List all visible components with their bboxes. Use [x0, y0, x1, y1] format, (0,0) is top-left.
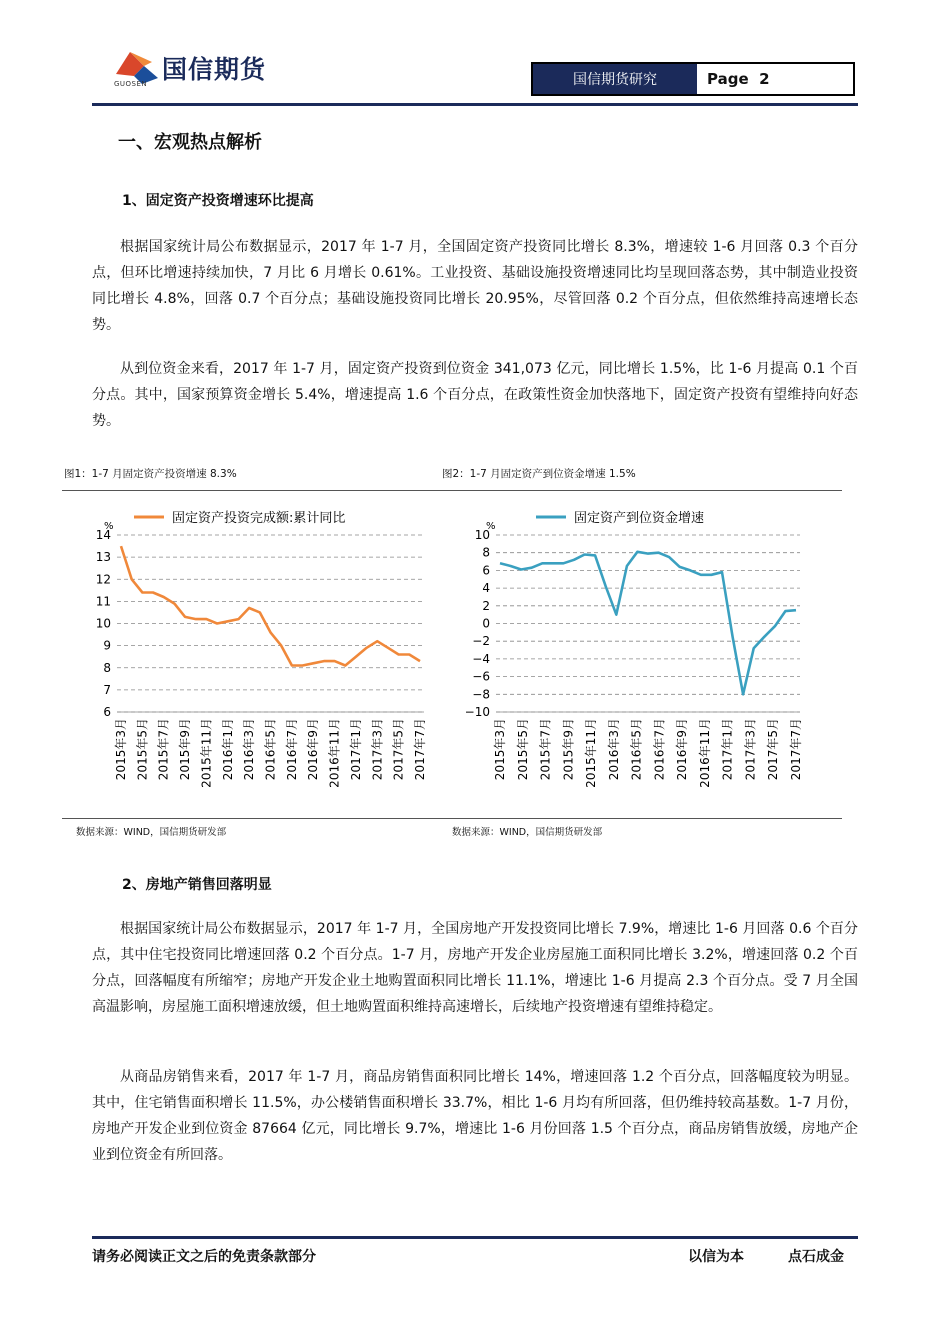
y-tick-label: −8	[472, 687, 490, 702]
y-tick-label: 6	[103, 705, 111, 719]
y-tick-label: 7	[103, 682, 111, 697]
legend-label: 固定资产到位资金增速	[574, 511, 705, 526]
page-indicator	[697, 64, 853, 94]
legend-label: 固定资产投资完成额:累计同比	[172, 511, 346, 526]
figure-2-caption: 图2：1-7 月固定资产到位资金增速 1.5%	[442, 468, 636, 480]
chart-fixed-asset-funding	[440, 495, 820, 815]
subsection-1-title: 1、固定资产投资增速环比提高	[122, 193, 314, 209]
x-tick-label: 2015年3月	[493, 718, 507, 781]
page-label: Page	[707, 70, 749, 88]
y-tick-label: 6	[482, 563, 490, 578]
x-tick-label: 2016年9月	[675, 718, 690, 781]
x-tick-label: 2016年3月	[606, 718, 621, 781]
header-section: 国信期货研究	[533, 64, 697, 94]
y-tick-label: 2	[482, 598, 490, 613]
figure-2-source: 数据来源：WIND，国信期货研发部	[452, 827, 603, 838]
y-tick-label: −2	[472, 634, 490, 649]
y-tick-label: −6	[472, 669, 490, 684]
footer-motto-1: 以信为本	[688, 1249, 744, 1265]
x-tick-label: 2016年7月	[652, 718, 667, 781]
y-tick-label: 0	[482, 616, 490, 631]
header-box	[531, 62, 855, 96]
footer-rule	[92, 1236, 858, 1239]
x-tick-label: 2017年3月	[743, 718, 758, 781]
subsection-2-title: 2、房地产销售回落明显	[122, 877, 272, 893]
x-tick-label: 2016年5月	[629, 718, 644, 781]
x-tick-label: 2017年7月	[789, 718, 803, 781]
x-tick-label: 2017年7月	[413, 718, 427, 781]
x-tick-label: 2017年5月	[766, 718, 781, 781]
x-tick-label: 2015年9月	[561, 718, 576, 781]
footer-motto-2: 点石成金	[788, 1249, 844, 1265]
figure-1-source: 数据来源：WIND，国信期货研发部	[76, 827, 227, 838]
x-tick-label: 2015年5月	[135, 718, 150, 781]
subsection-1-para-2: 从到位资金来看，2017 年 1-7 月，固定资产投资到位资金 341,073 亿元，同比增长 1.5%，比 1-6 月提高 0.1 个百分点。其中，国家预算资金增长 5.4%，增速提高 1.6 个百分点，在政策性资金加快落地下，固定资产投资有望维持向好态势。	[92, 361, 858, 429]
y-unit-label: %	[486, 521, 496, 532]
section-heading: 一、宏观热点解析	[118, 132, 262, 153]
x-tick-label: 2015年11月	[584, 718, 599, 788]
y-tick-label: 8	[103, 660, 111, 675]
y-tick-label: −10	[464, 705, 490, 719]
y-unit-label: %	[104, 521, 114, 532]
x-tick-label: 2016年9月	[306, 718, 321, 781]
y-tick-label: 9	[103, 638, 111, 653]
source-rule	[62, 818, 842, 819]
x-tick-label: 2017年1月	[348, 718, 363, 781]
figure-1-caption: 图1：1-7 月固定资产投资增速 8.3%	[64, 468, 237, 480]
x-tick-label: 2015年9月	[178, 718, 193, 781]
y-tick-label: 10	[474, 528, 490, 542]
x-tick-label: 2015年11月	[199, 718, 214, 788]
x-tick-label: 2016年3月	[242, 718, 257, 781]
x-tick-label: 2017年3月	[370, 718, 385, 781]
x-tick-label: 2016年5月	[263, 718, 278, 781]
x-tick-label: 2015年7月	[538, 718, 553, 781]
x-tick-label: 2017年1月	[720, 718, 735, 781]
y-tick-label: 4	[482, 581, 490, 596]
brand-name: 国信期货	[162, 55, 267, 84]
series-line	[500, 552, 796, 695]
y-tick-label: 11	[95, 594, 111, 609]
x-tick-label: 2017年5月	[391, 718, 406, 781]
y-tick-label: 14	[95, 528, 111, 542]
x-tick-label: 2015年5月	[515, 718, 530, 781]
x-tick-label: 2016年11月	[697, 718, 712, 788]
y-tick-label: 8	[482, 545, 490, 560]
x-tick-label: 2016年1月	[220, 718, 235, 781]
brand-name-en: GUOSEN	[114, 80, 148, 88]
subsection-1-para-1: 根据国家统计局公布数据显示，2017 年 1-7 月，全国固定资产投资同比增长 8.3%，增速较 1-6 月回落 0.3 个百分点，但环比增速持续加快，7 月比 6 月增长 0.61%。工业投资、基础设施投资增速同比均呈现回落态势，其中制造业投资同比增长 4.8%，回落 0.7 个百分点；基础设施投资同比增长 20.95%，尽管回落 0.2 个百分点，但依然维持高速增长态势。	[92, 239, 858, 333]
x-tick-label: 2015年7月	[156, 718, 171, 781]
x-tick-label: 2015年3月	[114, 718, 128, 781]
y-tick-label: 13	[95, 550, 111, 565]
page-number: 2	[759, 70, 770, 88]
subsection-2-para-1: 根据国家统计局公布数据显示，2017 年 1-7 月，全国房地产开发投资同比增长 7.9%，增速比 1-6 月回落 0.6 个百分点，其中住宅投资同比增速回落 0.2 个百分点。1-7 月，房地产开发企业房屋施工面积同比增长 3.2%，增速回落 0.2 个百分点，回落幅度有所缩窄；房地产开发企业土地购置面积同比增长 11.1%，增速比 1-6 月提高 2.3 个百分点。受 7 月全国高温影响，房屋施工面积增速放缓，但土地购置面积维持高速增长，后续地产投资增速有望维持稳定。	[92, 921, 858, 1015]
footer-disclaimer: 请务必阅读正文之后的免责条款部分	[92, 1249, 316, 1265]
series-line	[121, 546, 420, 665]
x-tick-label: 2016年11月	[327, 718, 342, 788]
x-tick-label: 2016年7月	[284, 718, 299, 781]
caption-rule	[62, 490, 842, 491]
y-tick-label: 10	[95, 616, 111, 631]
y-tick-label: 12	[95, 572, 111, 587]
header-rule	[92, 103, 858, 106]
y-tick-label: −4	[472, 651, 490, 666]
chart-fixed-asset-investment	[62, 495, 442, 815]
subsection-2-para-2: 从商品房销售来看，2017 年 1-7 月，商品房销售面积同比增长 14%，增速回落 1.2 个百分点，回落幅度较为明显。其中，住宅销售面积增长 11.5%，办公楼销售面积增长 33.7%，相比 1-6 月均有所回落，但仍维持较高基数。1-7 月份，房地产开发企业到位资金 87664 亿元，同比增长 9.7%，增速比 1-6 月份回落 1.5 个百分点，商品房销售放缓，房地产企业到位资金有所回落。	[92, 1069, 858, 1163]
